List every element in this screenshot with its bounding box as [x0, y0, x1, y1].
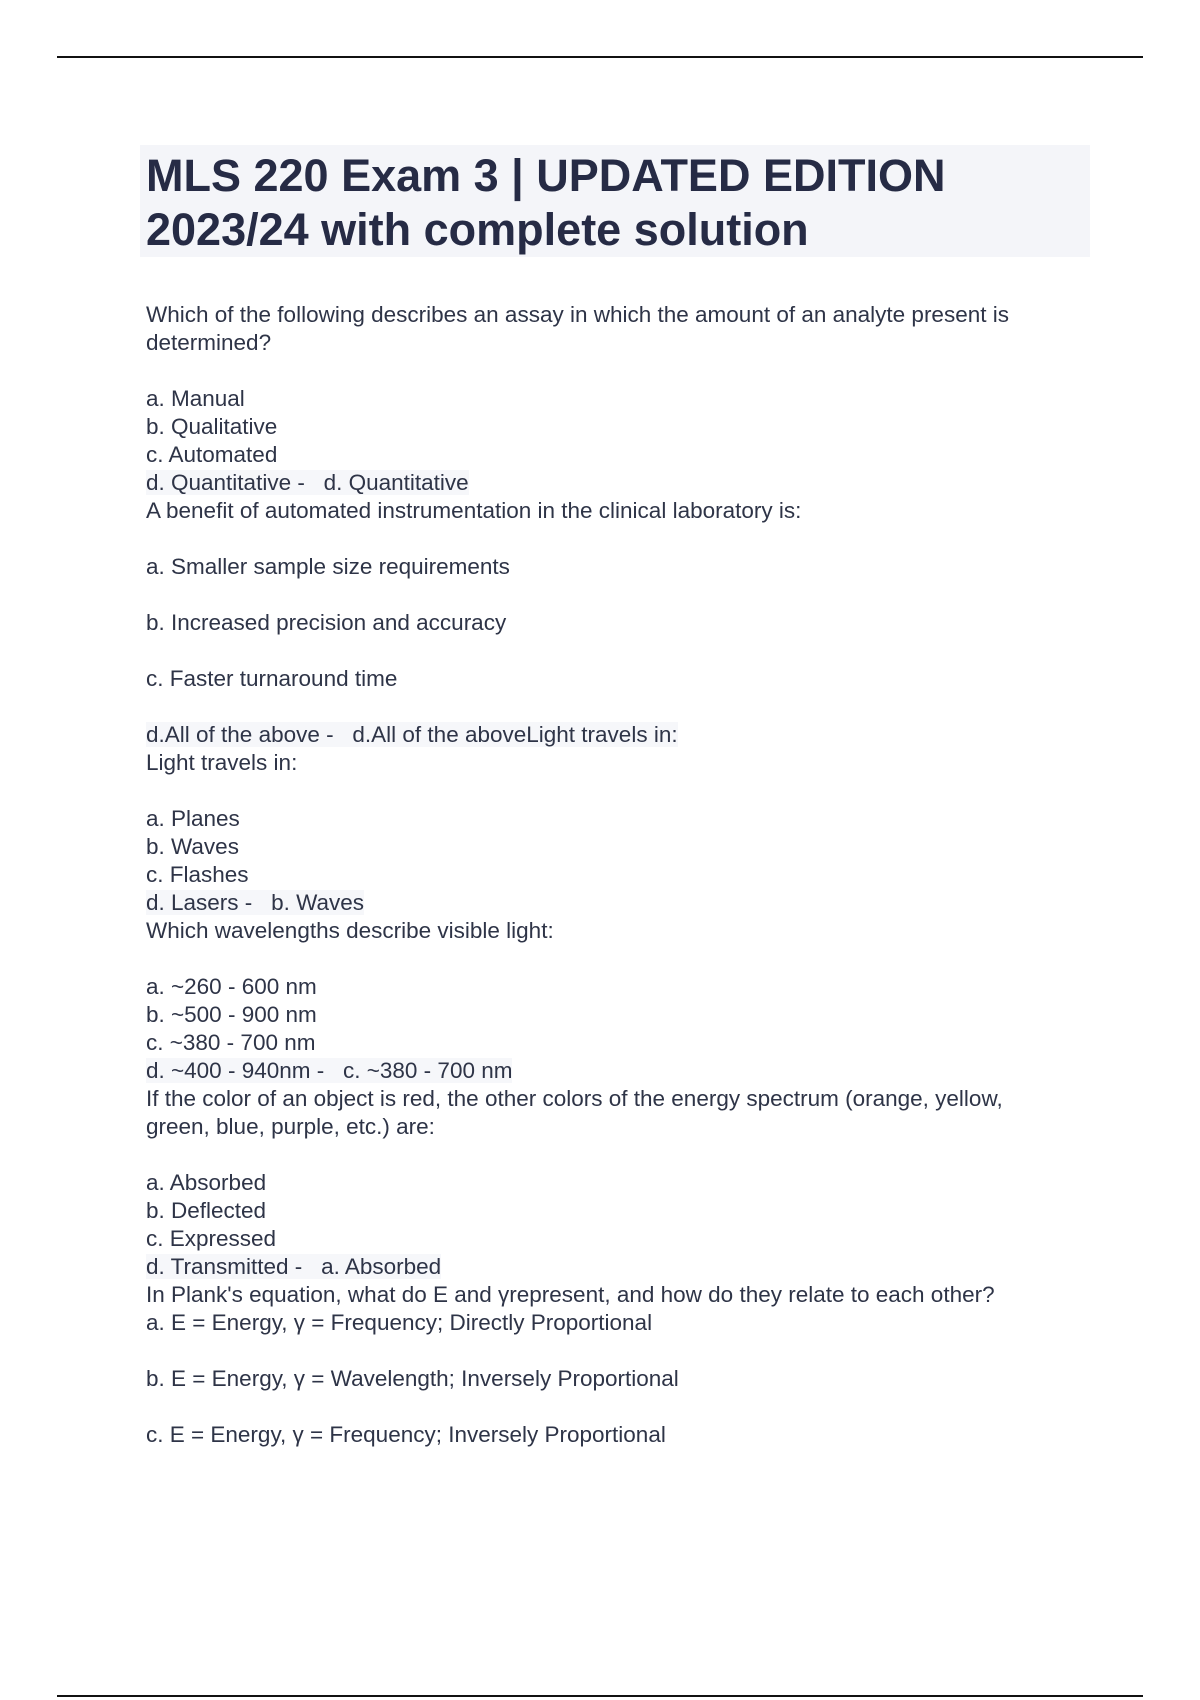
option-text: a. E = Energy, γ = Frequency; Directly Proportional — [146, 1310, 653, 1335]
option-text: a. ~260 - 600 nm — [146, 974, 317, 999]
option-text: b. E = Energy, γ = Wavelength; Inversely Proportional — [146, 1366, 679, 1391]
answer-line — [146, 469, 1086, 497]
option-text: c. ~380 - 700 nm — [146, 1030, 316, 1055]
answer-text: b. Waves — [271, 890, 365, 915]
option-text: d.All of the above - — [146, 722, 334, 747]
option-text: d. Lasers - — [146, 890, 253, 915]
question-text: Light travels in: — [146, 750, 298, 775]
bottom-rule — [57, 1695, 1143, 1697]
option-text: d. ~400 - 940nm - — [146, 1058, 325, 1083]
option-text: b. Waves — [146, 834, 239, 859]
answer-text: a. Absorbed — [321, 1254, 442, 1279]
question-text: Which wavelengths describe visible light: — [146, 918, 554, 943]
option-text: d. Quantitative - — [146, 470, 305, 495]
option-text: b. Deflected — [146, 1198, 267, 1223]
answer-line — [146, 721, 1086, 749]
answer-line — [146, 889, 1086, 917]
option-text: a. Planes — [146, 806, 240, 831]
option-text: b. Increased precision and accuracy — [146, 610, 507, 635]
option-text: d. Transmitted - — [146, 1254, 303, 1279]
top-rule — [57, 56, 1143, 58]
answer-text: d. Quantitative — [323, 470, 469, 495]
option-text: b. ~500 - 900 nm — [146, 1002, 317, 1027]
question-text: determined? — [146, 330, 272, 355]
question-text: If the color of an object is red, the other colors of the energy spectrum (orange, yellow, — [146, 1086, 1003, 1111]
document-body — [146, 301, 1086, 1449]
answer-line — [146, 1057, 1086, 1085]
question-text: A benefit of automated instrumentation in the clinical laboratory is: — [146, 498, 802, 523]
option-text: c. E = Energy, γ = Frequency; Inversely Proportional — [146, 1422, 666, 1447]
title-block — [140, 145, 1090, 257]
option-text: c. Faster turnaround time — [146, 666, 398, 691]
option-text: a. Smaller sample size requirements — [146, 554, 510, 579]
option-text: b. Qualitative — [146, 414, 278, 439]
question-text: green, blue, purple, etc.) are: — [146, 1114, 435, 1139]
option-text: c. Expressed — [146, 1226, 277, 1251]
option-text: a. Manual — [146, 386, 245, 411]
answer-line — [146, 1253, 1086, 1281]
document-title: MLS 220 Exam 3 | UPDATED EDITION 2023/24 with complete solution — [146, 150, 946, 255]
answer-text: c. ~380 - 700 nm — [343, 1058, 513, 1083]
option-text: c. Flashes — [146, 862, 249, 887]
answer-text: d.All of the aboveLight travels in: — [352, 722, 678, 747]
option-text: a. Absorbed — [146, 1170, 267, 1195]
question-text: Which of the following describes an assay in which the amount of an analyte present is — [146, 302, 1009, 327]
question-text: In Plank's equation, what do E and γrepresent, and how do they relate to each other? — [146, 1282, 995, 1307]
option-text: c. Automated — [146, 442, 278, 467]
